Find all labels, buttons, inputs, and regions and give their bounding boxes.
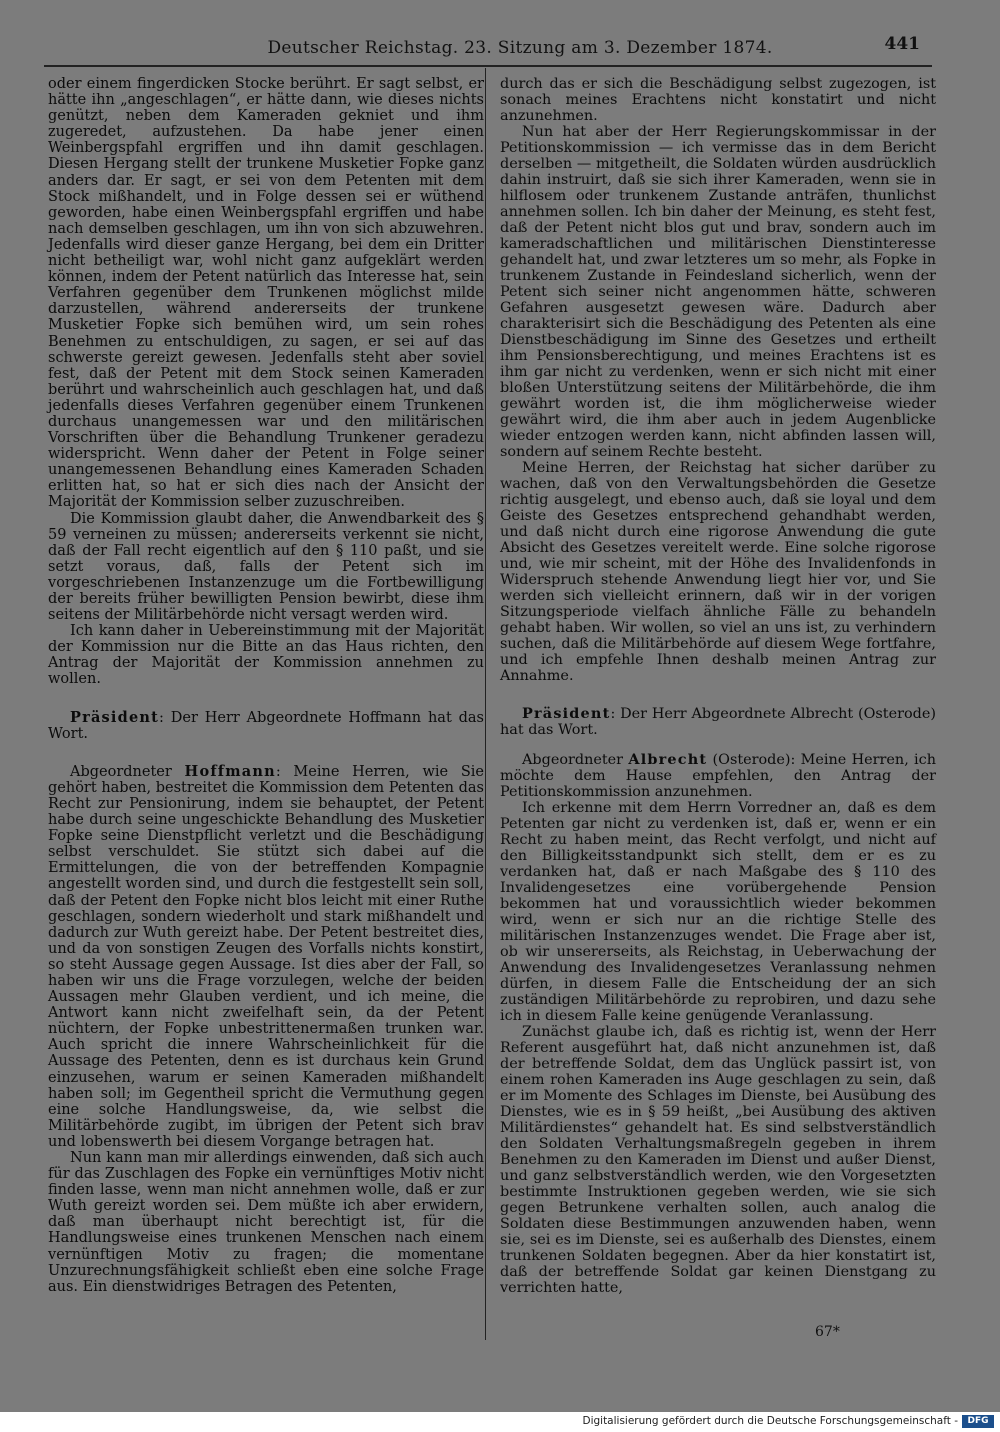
right-column xyxy=(500,76,936,1296)
page-number: 441 xyxy=(884,34,920,54)
speaker-name: Hoffmann xyxy=(184,762,276,780)
paragraph: oder einem fingerdicken Stocke berührt. Er sagt selbst, er hätte ihn „angeschlagen“, er hätte dann, wie dieses nichts genützt, neben dem Kameraden gekniet und ihm zugeredet, aufzustehen. Da habe jener einen Weinbergspfahl ergriffen und ihn damit geschlagen. Diesen Hergang stellt der trunkene Musketier Fopke ganz anders dar. Er sagt, er sei von dem Petenten mit dem Stock mißhandelt, und in Folge dessen sei er wüthend geworden, habe einen Weinbergspfahl ergriffen und habe nach demselben geschlagen, um ihn von sich abzuwehren. Jedenfalls wird dieser ganze Hergang, bei dem ein Dritter nicht betheiligt war, wohl nicht ganz aufgeklärt werden können, indem der Petent natürlich das Interesse hat, sein Verfahren gegenüber dem Trunkenen möglichst milde darzustellen, während andererseits der trunkene Musketier Fopke sich bemühen wird, um sein rohes Benehmen zu entschuldigen, zu sagen, er sei auf das schwerste gereizt gewesen. Jedenfalls steht aber soviel fest, daß der Petent mit dem Stock seinen Kameraden berührt und wahrscheinlich auch geschlagen hat, und daß jedenfalls dieses Verfahren gegenüber einem Trunkenen durchaus unangemessen war und den militärischen Vorschriften über die Behandlung Trunkener geradezu widerspricht. Wenn daher der Petent in Folge seiner unangemessenen Behandlung eines Kameraden Schaden erlitten hat, so hat er sich dies nach der Ansicht der Majorität der Kommission selber zuzuschreiben. xyxy=(48,76,484,511)
paragraph: durch das er sich die Beschädigung selbst zugezogen, ist sonach meines Erachtens nicht konstatirt und nicht anzunehmen. xyxy=(500,76,936,124)
left-column xyxy=(48,76,484,1295)
paragraph: Zunächst glaube ich, daß es richtig ist, wenn der Herr Referent ausgeführt hat, daß nicht anzunehmen ist, daß der betreffende Soldat, dem das Unglück passirt ist, von einem rohen Kameraden ins Auge geschlagen zu sein, daß er im Momente des Schlages im Dienste, bei Ausübung des Dienstes, wie es in § 59 heißt, „bei Ausübung des aktiven Militärdienstes“ gehandelt hat. Es sind selbstverständlich den Soldaten Verhaltungsmaßregeln gegeben in ihrem Benehmen zu den Kameraden im Dienst und außer Dienst, und ganz selbstverständlich werden, wie den Vorgesetzten bestimmte Instruktionen gegeben werden, wie sie sich gegen Betrunkene verhalten sollen, auch analog die Soldaten diese Bestimmungen anzuwenden haben, wenn sie, sei es im Dienste, sei es außerhalb des Dienstes, einem trunkenen Soldaten begegnen. Aber da hier konstatirt ist, daß der betreffende Soldat gar keinen Dienstgang zu verrichten hatte, xyxy=(500,1024,936,1296)
paragraph: Nun kann man mir allerdings einwenden, daß sich auch für das Zuschlagen des Fopke ein vernünftiges Motiv nicht finden lasse, wenn man nicht annehmen wolle, daß er zur Wuth gereizt worden sei. Dem müßte ich aber erwidern, daß man überhaupt nicht berechtigt ist, für die Handlungsweise eines trunkenen Menschen nach einem vernünftigen Motiv zu fragen; die momentane Unzurechnungsfähigkeit schließt eben eine solche Frage aus. Ein dienstwidriges Betragen des Petenten, xyxy=(48,1150,484,1295)
speaker-paragraph: Abgeordneter Hoffmann: Meine Herren, wie Sie gehört haben, bestreitet die Kommission dem Petenten das Recht zur Pensionirung, indem sie behauptet, der Petent habe durch seine ungeschickte Behandlung des Musketier Fopke seine Dienstpflicht verletzt und die Beschädigung selbst verschuldet. Sie stützt sich dabei auf die Ermittelungen, die von der betreffenden Kompagnie angestellt worden sind, und durch die festgestellt sein soll, daß der Petent den Fopke nicht blos leicht mit einer Ruthe geschlagen, sondern wiederholt und stark mißhandelt und dadurch zur Wuth gereizt habe. Der Petent bestreitet dies, und da von sonstigen Zeugen des Vorfalls nichts konstirt, so steht Aussage gegen Aussage. Ist dies aber der Fall, so haben wir uns die Frage vorzulegen, welche der beiden Aussagen mehr Glauben verdient, und ich meine, die Antwort kann nicht zweifelhaft sein, da der Petent nüchtern, der Fopke unbestrittenermaßen trunken war. Auch spricht die innere Wahrscheinlichkeit für die Aussage des Petenten, denn es ist durchaus kein Grund einzusehen, warum er seinen Kameraden mißhandelt haben soll; im Gegentheil spricht die Vermuthung gegen eine solche Handlungsweise, da, wie selbst die Militärbehörde zugibt, im übrigen der Petent sich brav und lobenswerth bei diesem Vorgange betragen hat. xyxy=(48,762,484,1150)
paragraph: Nun hat aber der Herr Regierungskommissar in der Petitionskommission — ich vermisse das in dem Bericht derselben — mitgetheilt, die Soldaten würden ausdrücklich dahin instruirt, daß sie sich ihrer Kameraden, wenn sie in hilflosem oder trunkenem Zustande anträfen, thunlichst annehmen sollen. Ich bin daher der Meinung, es steht fest, daß der Petent nicht blos gut und brav, sondern auch im kameradschaftlichen und militärischen Dienstinteresse gehandelt hat, und zwar letzteres um so mehr, als Fopke in trunkenem Zustande in Feindesland sicherlich, wenn der Petent sich seiner nicht angenommen hätte, schweren Gefahren ausgesetzt gewesen wäre. Dadurch aber charakterisirt sich die Beschädigung des Petenten als eine Dienstbeschädigung im Sinne des Gesetzes und ertheilt ihm Pensionsberechtigung, und meines Erachtens ist es ihm gar nicht zu verdenken, wenn er sich nicht mit einer bloßen Unterstützung seitens der Militärbehörde, die ihm gewährt worden ist, die ihm möglicherweise wieder gewährt wird, die ihm aber auch in jedem Augenblicke wieder entzogen werden kann, nicht abfinden lassen will, sondern auf seinem Rechte besteht. xyxy=(500,124,936,460)
footer-credit: Digitalisierung gefördert durch die Deutsche Forschungsgemeinschaft - xyxy=(582,1415,958,1427)
paragraph: Meine Herren, der Reichstag hat sicher darüber zu wachen, daß von den Verwaltungsbehörden die Gesetze richtig ausgelegt, und ebenso auch, daß sie loyal und dem Geiste des Gesetzes entsprechend gehandhabt werden, und daß nicht durch eine rigorose Anwendung die gute Absicht des Gesetzes vereitelt werde. Eine solche rigorose und, wie mir scheint, mit der Höhe des Invalidenfonds in Widerspruch stehende Anwendung liegt hier vor, und Sie werden sich vielleicht erinnern, daß wir in der vorigen Sitzungsperiode vielfach ähnliche Fälle zu behandeln gehabt haben. Wir wollen, so viel an uns ist, zu verhindern suchen, daß die Militärbehörde auf diesem Wege fortfahre, und ich empfehle Ihnen deshalb meinen Antrag zur Annahme. xyxy=(500,460,936,684)
speaker-paragraph: Abgeordneter Albrecht (Osterode): Meine Herren, ich möchte dem Hause empfehlen, den Antrag der Petitionskommission anzunehmen. xyxy=(500,751,936,800)
speaker-name: Präsident xyxy=(522,705,611,722)
paragraph: Ich erkenne mit dem Herrn Vorredner an, daß es dem Petenten gar nicht zu verdenken ist, daß er, wenn er ein Recht zu haben meint, das Recht verfolgt, und nicht auf den Billigkeitsstandpunkt sich stellt, dem er es zu verdanken hat, daß er nach Maßgabe des § 110 des Invalidengesetzes eine vorübergehende Pension bekommen hat und voraussichtlich wieder bekommen wird, wenn er sich nur an die richtige Stelle des militärischen Instanzenzuges wendet. Die Frage aber ist, ob wir unsererseits, als Reichstag, in Ueberwachung der Anwendung des Invalidengesetzes Veranlassung nehmen dürfen, in diesem Falle die Entscheidung der an sich zuständigen Militärbehörde zu reprobiren, und dazu sehe ich in diesem Falle keine genügende Veranlassung. xyxy=(500,800,936,1024)
header-rule xyxy=(44,65,932,67)
speaker-paragraph: Präsident: Der Herr Abgeordnete Hoffmann hat das Wort. xyxy=(48,708,484,742)
signature-mark: 67* xyxy=(815,1324,840,1340)
column-divider xyxy=(485,68,486,1340)
speaker-name: Albrecht xyxy=(628,751,708,768)
paragraph: Die Kommission glaubt daher, die Anwendbarkeit des § 59 verneinen zu müssen; andererseits verkennt sie nicht, daß der Fall recht eigentlich auf den § 110 paßt, und sie setzt voraus, daß, falls der Petent sich im vorgeschriebenen Instanzenzuge um die Fortbewilligung der bereits früher bewilligten Pension bewirbt, diese ihm seitens der Militärbehörde nicht versagt werden wird. xyxy=(48,510,484,624)
speaker-name: Präsident xyxy=(70,708,160,726)
paragraph: Ich kann daher in Uebereinstimmung mit der Majorität der Kommission nur die Bitte an das Haus richten, den Antrag der Majorität der Kommission annehmen zu wollen. xyxy=(48,623,484,688)
footer xyxy=(0,1412,1000,1432)
speaker-paragraph: Präsident: Der Herr Abgeordnete Albrecht (Osterode) hat das Wort. xyxy=(500,705,936,738)
dfg-logo: DFG xyxy=(962,1415,994,1428)
page-header xyxy=(40,36,940,62)
running-title: Deutscher Reichstag. 23. Sitzung am 3. Dezember 1874. xyxy=(267,38,773,58)
